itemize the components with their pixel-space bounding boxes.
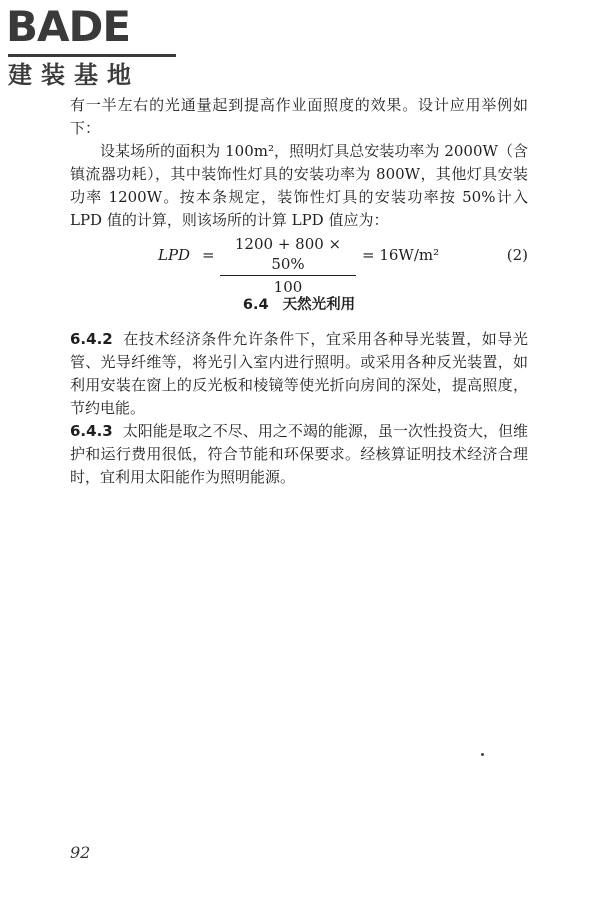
formula-lpd (70, 234, 528, 296)
formula-number: (2) (506, 246, 528, 264)
formula-numerator: 1200 + 800 × 50% (234, 235, 342, 273)
section-number: 6.4 (242, 297, 269, 313)
formula-equals: = (202, 246, 215, 264)
paragraph-example: 设某场所的面积为 100m²，照明灯具总安装功率为 2000W（含镇流器功耗），其中装饰性灯具的安装功率为 800W，其他灯具安装功率 1200W。按本条规定，装饰性灯具的安装功率按 50%计入 LPD 值的计算，则该场所的计算 LPD 值应为： (70, 142, 528, 229)
stray-dot (481, 753, 484, 756)
clause-text: 在技术经济条件允许条件下，宜采用各种导光装置，如导光管、光导纤维等，将光引入室内进行照明。或采用各种反光装置，如利用安装在窗上的反光板和棱镜等使光折向房间的深处，提高照度，节约电能。 (70, 330, 528, 417)
clause-number: 6.4.2 (70, 330, 113, 348)
clause-6-4-2 (70, 328, 528, 420)
clause-number: 6.4.3 (70, 422, 113, 440)
logo-wordmark: BADE (6, 2, 131, 51)
clause-text: 太阳能是取之不尽、用之不竭的能源，虽一次性投资大，但维护和运行费用很低，符合节能和环保要求。经核算证明技术经济合理时，宜利用太阳能作为照明能源。 (70, 422, 528, 486)
logo-subtitle: 建装基地 (8, 61, 140, 89)
formula-rhs: = 16W/m² (362, 246, 440, 264)
section-heading (70, 294, 528, 316)
formula-lhs: LPD (158, 246, 191, 264)
paragraph-intro: 有一半左右的光通量起到提高作业面照度的效果。设计应用举例如下： (70, 96, 528, 137)
page-number: 92 (70, 843, 91, 862)
fraction-bar (220, 275, 356, 276)
page-body (70, 94, 528, 489)
logo-divider (8, 54, 176, 57)
section-title-text: 天然光利用 (282, 297, 356, 313)
formula-fraction (220, 234, 356, 297)
bade-logo (6, 2, 186, 92)
clause-6-4-3 (70, 420, 528, 489)
formula-denominator: 100 (273, 278, 303, 296)
